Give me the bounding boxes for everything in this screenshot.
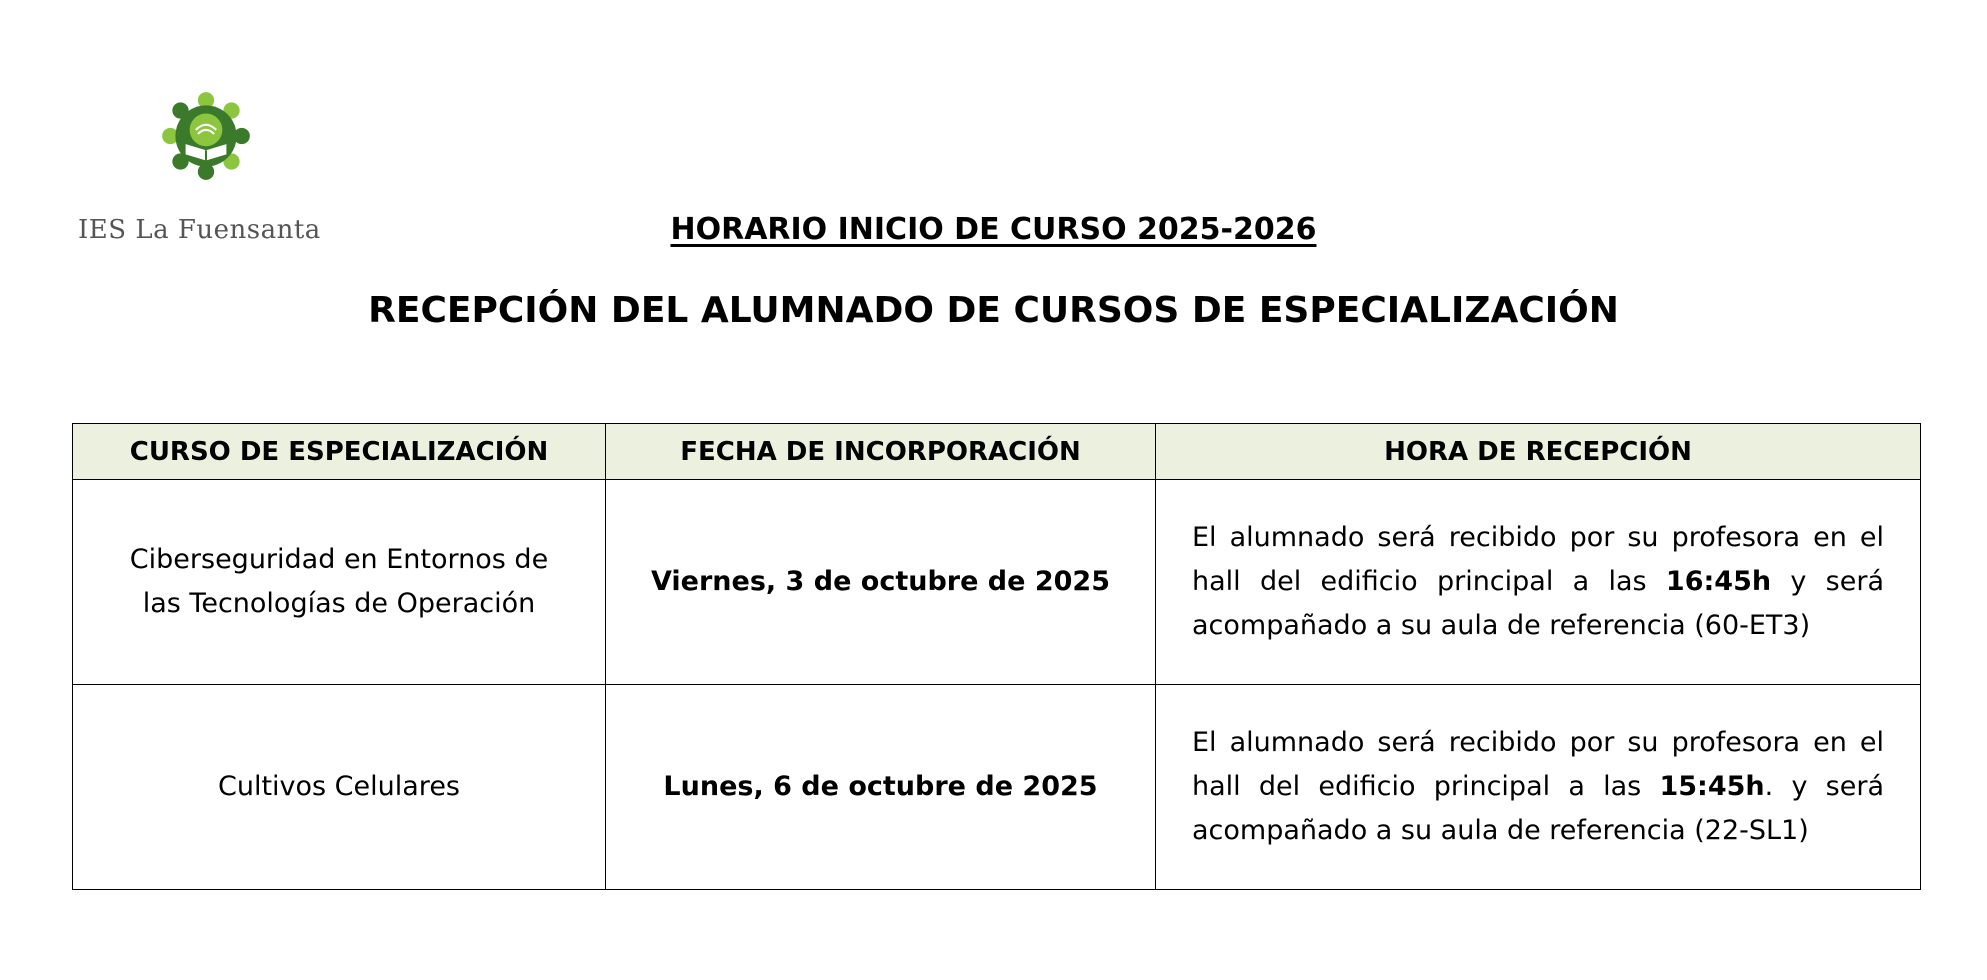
schedule-table (72, 423, 1921, 890)
reception-cell (1156, 685, 1921, 890)
column-header-reception: HORA DE RECEPCIÓN (1156, 424, 1921, 480)
course-cell: Ciberseguridad en Entornos de las Tecnologías de Operación (73, 480, 606, 685)
column-header-date: FECHA DE INCORPORACIÓN (606, 424, 1156, 480)
course-cell: Cultivos Celulares (73, 685, 606, 890)
reception-text: . y será acompañado a su aula de referencia (22-SL1) (1192, 771, 1884, 846)
reception-time: 16:45h (1665, 566, 1772, 597)
table-row (73, 685, 1921, 890)
page-title: HORARIO INICIO DE CURSO 2025-2026 (670, 212, 1317, 247)
date-cell: Lunes, 6 de octubre de 2025 (606, 685, 1156, 890)
page-subtitle: RECEPCIÓN DEL ALUMNADO DE CURSOS DE ESPECIALIZACIÓN (368, 290, 1619, 331)
reception-text: y será acompañado a su aula de referencia (60-ET3) (1192, 566, 1885, 641)
school-logo-icon (155, 85, 257, 187)
reception-time: 15:45h (1659, 771, 1765, 802)
date-cell: Viernes, 3 de octubre de 2025 (606, 480, 1156, 685)
reception-cell (1156, 480, 1921, 685)
table-row (73, 480, 1921, 685)
school-name: IES La Fuensanta (78, 215, 321, 245)
table-header-row (73, 424, 1921, 480)
reception-text: El alumnado será recibido por su profesora en el hall del edificio principal a las (1192, 522, 1884, 597)
reception-text: El alumnado será recibido por su profesora en el hall del edificio principal a las (1192, 727, 1884, 802)
column-header-course: CURSO DE ESPECIALIZACIÓN (73, 424, 606, 480)
